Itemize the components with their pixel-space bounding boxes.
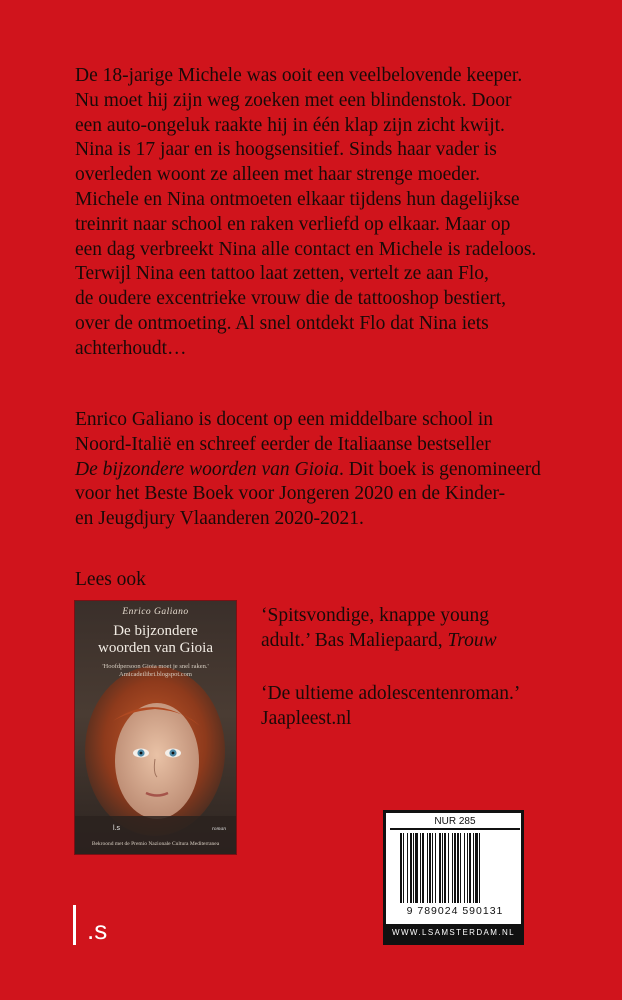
barcode-stripe xyxy=(454,833,456,903)
author-bio-line: Enrico Galiano is docent op een middelbare school in xyxy=(75,409,494,430)
barcode-stripe xyxy=(460,833,461,903)
barcode-stripe xyxy=(400,833,402,903)
author-bio-line: Noord-Italië en schreef eerder de Italiaanse bestseller xyxy=(75,433,491,455)
barcode-stripe xyxy=(473,833,474,903)
blurb-line: de oudere excentrieke vrouw die de tattooshop bestiert, xyxy=(75,288,507,310)
blurb-line: De 18-jarige Michele was ooit een veelbelovende keeper. xyxy=(75,65,523,86)
barcode-box xyxy=(383,810,524,945)
barcode-stripe xyxy=(435,833,436,903)
blurb-line: over de ontmoeting. Al snel ontdekt Flo dat Nina iets xyxy=(75,312,489,334)
barcode-stripe xyxy=(479,833,480,903)
blurb-line: een auto-ongeluk raakte hij in één klap zijn zicht kwijt. xyxy=(75,114,505,136)
publisher-url: WWW.LSAMSTERDAM.NL xyxy=(386,924,521,942)
barcode-stripe xyxy=(407,833,408,903)
blurb-line: Nina is 17 jaar en is hoogsensitief. Sinds haar vader is xyxy=(75,139,497,161)
lees-ook-heading: Lees ook xyxy=(75,569,146,590)
logo-bar xyxy=(73,905,76,945)
book-quote: 'Hoofdpersoon Gioia moet je snel raken.' Amicadeilibri.blogspot.com xyxy=(102,663,209,678)
book-award: Bekroond met de Premio Nazionale Cultura Mediterranea xyxy=(91,841,220,847)
barcode-stripe xyxy=(432,833,433,903)
barcode-stripe xyxy=(403,833,404,903)
author-bio-line: voor het Beste Boek voor Jongeren 2020 en de Kinder- xyxy=(75,483,506,505)
blurb-line: Michele en Nina ontmoeten elkaar tijdens hun dagelijkse xyxy=(75,188,520,210)
review-source: Trouw xyxy=(447,629,497,651)
author-bio-line: en Jeugdjury Vlaanderen 2020-2021. xyxy=(75,508,364,530)
author-bio xyxy=(75,408,585,532)
blurb-line: Terwijl Nina een tattoo laat zetten, vertelt ze aan Flo, xyxy=(75,263,489,285)
barcode-stripe xyxy=(427,833,428,903)
barcode-stripe xyxy=(464,833,465,903)
barcode-stripe xyxy=(429,833,431,903)
barcode-stripe xyxy=(439,833,441,903)
blurb-line: achterhoudt… xyxy=(75,337,187,359)
review-text: adult.’ Bas Maliepaard, xyxy=(261,629,448,651)
book-title xyxy=(75,623,236,657)
book-author: Enrico Galiano xyxy=(122,607,189,617)
blurb-line: overleden woont ze alleen met haar strenge moeder. xyxy=(75,164,480,186)
author-bio-line xyxy=(75,458,585,483)
review-line: ‘De ultieme adolescentenroman.’ xyxy=(261,683,521,704)
blurb-line: Nu moet hij zijn weg zoeken met een blindenstok. Door xyxy=(75,89,512,111)
book-publisher-logo: l.s xyxy=(113,825,120,832)
barcode-stripe xyxy=(467,833,468,903)
barcode-stripe xyxy=(444,833,446,903)
barcode-stripe xyxy=(448,833,449,903)
book-cover-gioia xyxy=(75,601,236,854)
barcode-stripe xyxy=(410,833,412,903)
barcode-stripe xyxy=(475,833,478,903)
review-line: ‘Spitsvondige, knappe young xyxy=(261,605,490,626)
barcode-bars xyxy=(400,833,510,903)
barcode-stripe xyxy=(452,833,453,903)
book-genre: roman xyxy=(211,826,226,832)
author-bio-text: . Dit boek is genomineerd xyxy=(338,458,541,480)
review-line xyxy=(261,629,591,654)
review-quote-jaapleest xyxy=(261,682,591,732)
barcode-stripe xyxy=(413,833,414,903)
logo-mark: .s xyxy=(87,915,108,945)
review-source: Jaapleest.nl xyxy=(261,707,352,729)
nur-code: NUR 285 xyxy=(390,815,520,830)
book-title-italic: De bijzondere woorden van Gioia xyxy=(75,458,339,480)
isbn-number: 9 789024 590131 xyxy=(406,905,504,917)
book-title-line: woorden van Gioia xyxy=(98,640,213,656)
barcode-stripe xyxy=(442,833,443,903)
review-quote-trouw xyxy=(261,604,591,654)
barcode-stripe xyxy=(420,833,421,903)
barcode-stripe xyxy=(469,833,471,903)
blurb-line: een dag verbreekt Nina alle contact en Michele is radeloos. xyxy=(75,238,537,260)
barcode-stripe xyxy=(422,833,424,903)
barcode-stripe xyxy=(457,833,459,903)
book-title-line: De bijzondere xyxy=(113,623,198,639)
barcode-stripe xyxy=(415,833,418,903)
blurb-line: treinrit naar school en raken verliefd op elkaar. Maar op xyxy=(75,213,511,235)
blurb-text xyxy=(75,64,575,362)
